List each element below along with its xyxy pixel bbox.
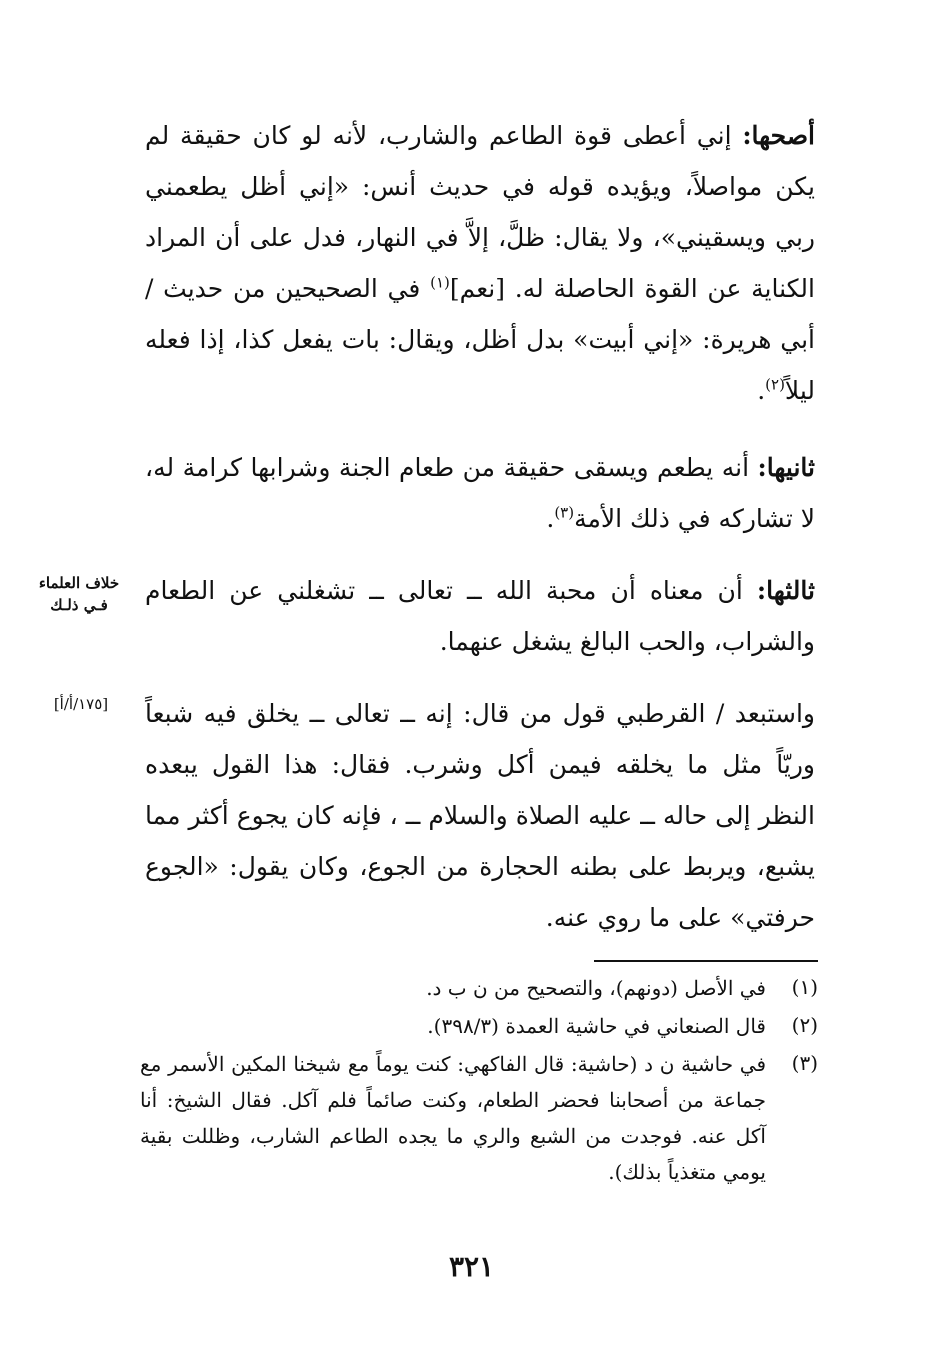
paragraph-lead: أصحها:	[742, 121, 815, 150]
footnote-number: (١)	[791, 975, 818, 999]
footnote-item	[140, 970, 818, 1006]
footnote-marker[interactable]: (٣)	[554, 503, 575, 522]
paragraph-text: في الصحيحين من حديث / أبي هريرة: «إني أبيت» بدل أظل، ويقال: بات يفعل كذا، إذا فعله ليلاً	[145, 274, 815, 405]
paragraph-second-opinion	[145, 442, 815, 544]
manuscript-folio-reference: [١٧٥/أ/أ]	[53, 695, 109, 713]
paragraph-first-opinion	[145, 110, 815, 416]
footnote-text: في الأصل (دونهم)، والتصحيح من ن ب د.	[426, 976, 766, 1000]
paragraph-text: واستبعد / القرطبي قول من قال: إنه ــ تعالى ــ يخلق فيه شبعاً وريّاً مثل ما يخلقه فيمن أكل وشرب. فقال: هذا القول يبعده النظر إلى حاله ــ عليه الصلاة والسلام ــ ، فإنه كان يجوع أكثر مما يشبع، ويربط على بطنه الحجارة من الجوع، وكان يقول: «الجوع حرفتي» على ما روي عنه.	[145, 699, 815, 932]
footnotes	[140, 970, 818, 1192]
footnote-item	[140, 1008, 818, 1044]
footnote-number: (٣)	[791, 1051, 818, 1075]
paragraph-text: أنه يطعم ويسقى حقيقة من طعام الجنة وشرابها كرامة له، لا تشاركه في ذلك الأمة	[145, 453, 815, 533]
paragraph-text: إني أعطى قوة الطاعم والشارب، لأنه لو كان حقيقة لم يكن مواصلاً، ويؤيده قوله في حديث أنس: «إني أظل يطعمني ربي ويسقيني»، ولا يقال: ظلَّ، إلاَّ في النهار، فدل على أن المراد الكناية عن القوة الحاصلة له. [نعم]	[145, 121, 815, 303]
footnote-text: قال الصنعاني في حاشية العمدة (٣٩٨/٣).	[427, 1014, 766, 1038]
paragraph-lead: ثانيها:	[757, 453, 815, 482]
paragraph-third-opinion	[145, 565, 815, 667]
paragraph-lead: ثالثها:	[756, 576, 815, 605]
page-number: ٣٢١	[448, 1250, 495, 1283]
margin-note-line: خلاف العلماء	[38, 574, 120, 592]
footnote-marker[interactable]: (٢)	[765, 375, 785, 394]
paragraph-qurtubi	[145, 688, 815, 943]
footnote-text: في حاشية ن د (حاشية: قال الفاكهي: كنت يوماً مع شيخنا المكين الأسمر مع جماعة من أصحابنا فحضر الطعام، وكنت صائماً فلم آكل. فقال الشيخ: أنا آكل عنه. فوجدت من الشبع والري ما يجده الطاعم الشارب، وظللت بقية يومي متغذياً بذلك).	[140, 1052, 766, 1184]
margin-note	[20, 572, 138, 616]
footnote-number: (٢)	[791, 1013, 818, 1037]
footnote-item	[140, 1046, 818, 1190]
footnote-marker[interactable]: (١)	[430, 273, 450, 292]
paragraph-text: .	[757, 376, 766, 405]
margin-note-line: فـي ذلـك	[50, 596, 108, 614]
paragraph-text: .	[546, 504, 555, 533]
footnote-separator	[594, 960, 818, 962]
paragraph-text: أن معناه أن محبة الله ــ تعالى ــ تشغلني عن الطعام والشراب، والحب البالغ يشغل عنهما.	[145, 576, 815, 656]
